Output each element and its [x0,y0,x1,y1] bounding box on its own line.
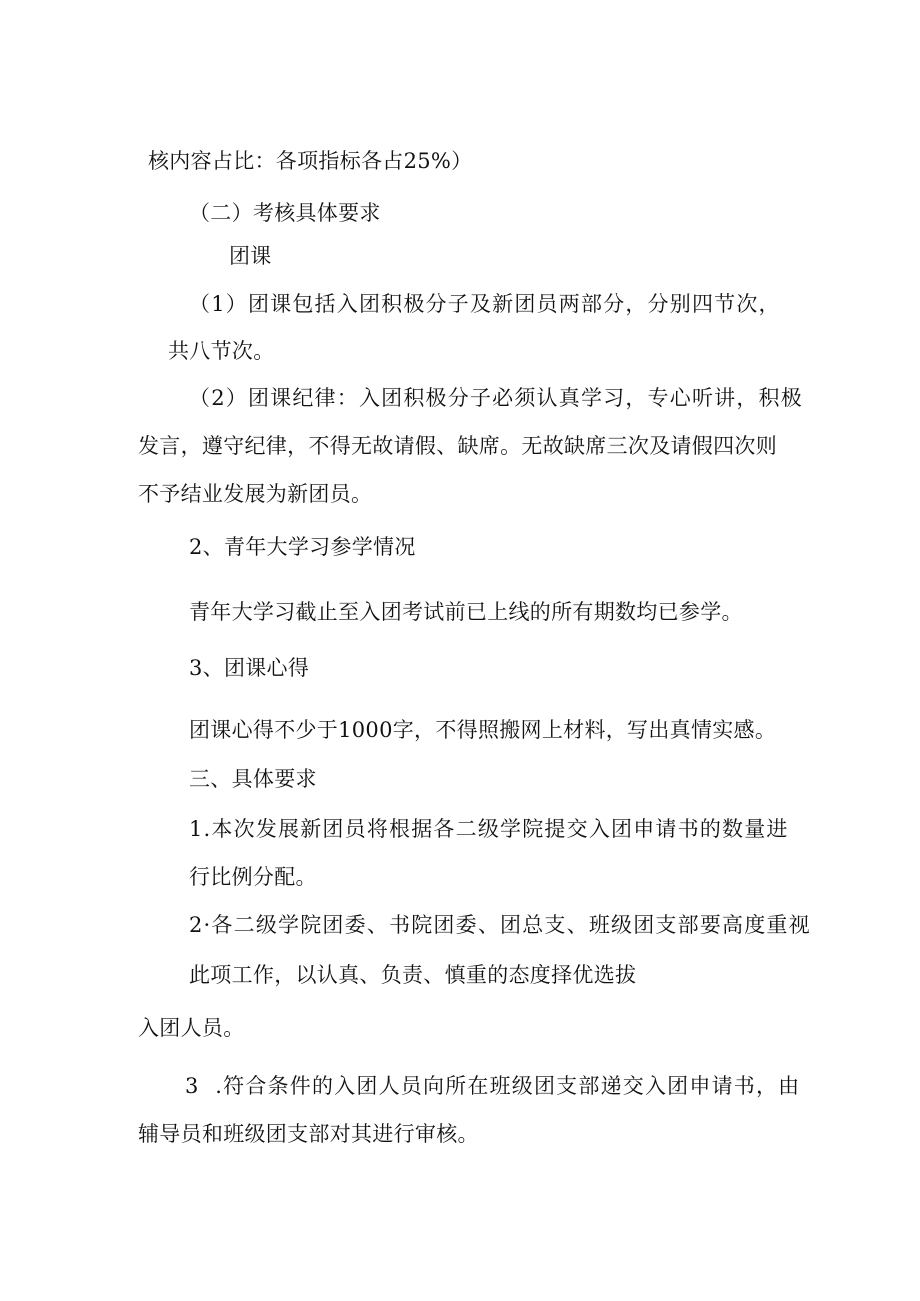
text-line-8: 不予结业发展为新团员。 [138,482,373,506]
text-line-17: 此项工作，以认真、负责、慎重的态度择优选拔 [189,963,637,987]
text-line-1: 核内容占比：各项指标各占25%） [148,149,473,173]
text-line-6: （2）团课纪律：入团积极分子必须认真学习，专心听讲，积极 [189,386,803,410]
text-line-10: 青年大学习截止至入团考试前已上线的所有期数均已参学。 [189,600,743,624]
text-line-18: 入团人员。 [138,1016,245,1040]
text-line-7: 发言，遵守纪律，不得无故请假、缺席。无故缺席三次及请假四次则 [138,434,777,458]
text-line-15: 行比例分配。 [189,865,317,889]
section-heading-youth-study: 2、青年大学习参学情况 [189,535,416,559]
section-heading-specific-requirements: 三、具体要求 [189,767,317,791]
sub-heading-tuanke: 团课 [229,244,272,268]
text-line-20: 辅导员和班级团支部对其进行审核。 [138,1122,479,1146]
text-line-19: 3 .符合条件的入团人员向所在班级团支部递交入团申请书，由 [185,1074,801,1098]
text-line-12: 团课心得不少于1000字，不得照搬网上材料，写出真情实感。 [189,718,777,742]
text-line-5: 共八节次。 [168,339,275,363]
text-line-16: 2·各二级学院团委、书院团委、团总支、班级团支部要高度重视 [189,913,811,937]
section-heading-course-reflection: 3、团课心得 [189,656,310,680]
text-line-14: 1.本次发展新团员将根据各二级学院提交入团申请书的数量进 [189,817,789,841]
text-line-4: （1）团课包括入团积极分子及新团员两部分，分别四节次， [189,292,781,316]
section-heading-2: （二）考核具体要求 [189,201,381,225]
